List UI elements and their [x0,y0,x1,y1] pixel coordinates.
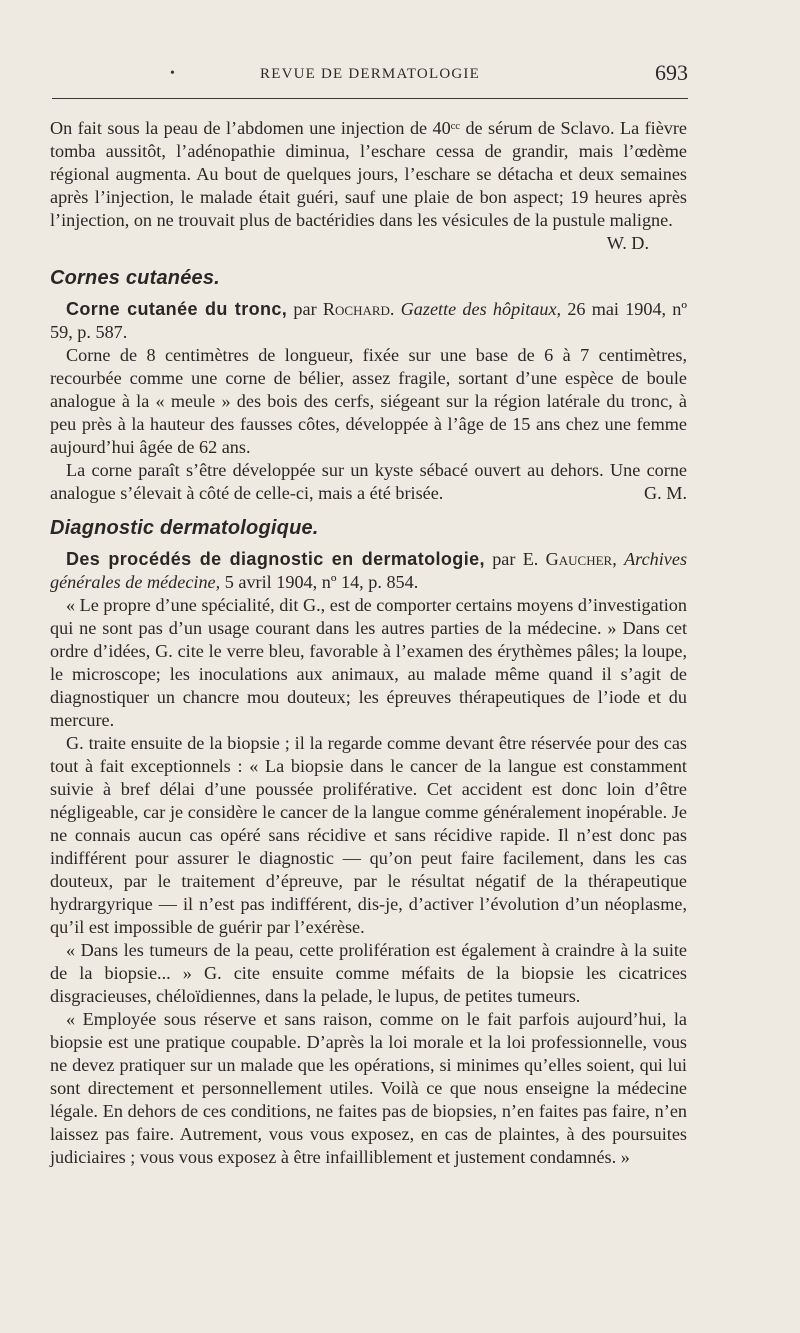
paragraph: « Dans les tumeurs de la peau, cette prolifération est également à craindre à la suite de la biopsie... » G. cite ensuite comme méfaits de la biopsie les cicatrices disgracieuses, chéloïdiennes, dans la pelade, le lupus, de petites tumeurs. [50,940,687,1006]
article-citation [50,298,687,344]
paragraph-text: On fait sous la peau de l’abdomen une injection de 40ᶜᶜ de sérum de Sclavo. La fièvre tomba aussitôt, l’adénopathie diminua, l’eschare cessa de grandir, mais l’œdème régional augmenta. Au bout de quelques jours, l’eschare se détacha et deux semaines après l’injection, le malade était guéri, sauf une plaie de bon aspect; 19 heures après l’injection, on ne trouvait plus de bactéridies dans les vésicules de la pustule maligne. [50,118,687,230]
signature: G. M. [644,483,687,503]
page-number: 693 [655,60,688,85]
author-name: Gaucher, [545,549,617,569]
article-title: Des procédés de diagnostic en dermatologie, [66,549,485,569]
paragraph [50,459,687,505]
section-heading-cornes: Cornes cutanées. [50,267,220,289]
article-title: Corne cutanée du tronc, [66,299,288,319]
page-header [52,56,688,100]
article-citation [50,548,687,594]
citation-details: 26 mai 1904, nº 59, p. 587. [50,299,688,342]
citation-details: 5 avril 1904, nº 14, p. 854. [224,572,419,592]
body-text [50,117,687,1169]
paragraph: « Le propre d’une spécialité, dit G., est de comporter certains moyens d’investigation qui ne sont pas d’un usage courant dans les autres parties de la médecine. » Dans cet ordre d’idées, G. cite le verre bleu, favorable à l’examen des érythèmes pâles; la loupe, le microscope; les inoculations aux animaux, au malade même quand il s’agit de diagnostiquer un chancre mou douteux; les épreuves thérapeutiques de l’iode et du mercure. [50,595,687,730]
signature: W. D. [606,233,649,253]
by-label: par [293,299,317,319]
running-title: REVUE DE DERMATOLOGIE [260,66,480,82]
header-rule [52,98,688,99]
paragraph: Corne de 8 centimètres de longueur, fixée sur une base de 6 à 7 centimètres, recourbée comme une corne de bélier, assez fragile, sortant d’une espèce de boule analogue à la « meule » des bois des cerfs, siégeant sur la région latérale du tronc, à peu près à la hauteur des fausses côtes, développée à l’âge de 15 ans chez une femme aujourd’hui âgée de 62 ans. [50,345,687,457]
journal-name: Archives générales de médecine, [50,549,688,592]
continued-paragraph [50,117,687,253]
paragraph: « Employée sous réserve et sans raison, comme on le fait parfois aujourd’hui, la biopsie est une pratique coupable. D’après la loi morale et la loi professionnelle, vous ne devez pratiquer sur un malade que les opérations, si minimes qu’elles soient, qui lui sont directement et personnellement utiles. Voilà ce que nous enseigne la médecine légale. En dehors de ces conditions, ne faites pas de biopsies, n’en faites pas faire, n’en laissez pas faire. Autrement, vous vous exposez, en cas de plaintes, à des poursuites judiciaires ; vous vous exposez à être infailliblement et justement condamnés. » [50,1009,687,1167]
journal-name: Gazette des hôpitaux, [400,299,562,319]
by-label: par E. [492,549,539,569]
paragraph: G. traite ensuite de la biopsie ; il la regarde comme devant être réservée pour des cas tout à fait exceptionnels : « La biopsie dans le cancer de la langue est constamment suivie à bref délai d’une poussée proliférative. Cet accident est donc loin d’être négligeable, car je considère le cancer de la langue comme généralement inopérable. Je ne connais aucun cas opéré sans récidive et sans récidive rapide. Il n’est donc pas indifférent pour assurer le diagnostic — qu’on peut faire facilement, dans les cas douteux, par le traitement d’épreuve, par le résultat négatif de la thérapeutique hydrargyrique — il n’est pas indifférent, dis-je, d’activer l’évolution d’un néoplasme, qu’il est impossible de guérir par l’exérèse. [50,733,687,937]
header-bullet: • [170,66,175,81]
section-heading-diagnostic: Diagnostic dermatologique. [50,517,319,539]
author-name: Rochard. [322,299,395,319]
paragraph-text: La corne paraît s’être développée sur un kyste sébacé ouvert au dehors. Une corne analogue s’élevait à côté de celle-ci, mais a été brisée. [50,460,687,503]
